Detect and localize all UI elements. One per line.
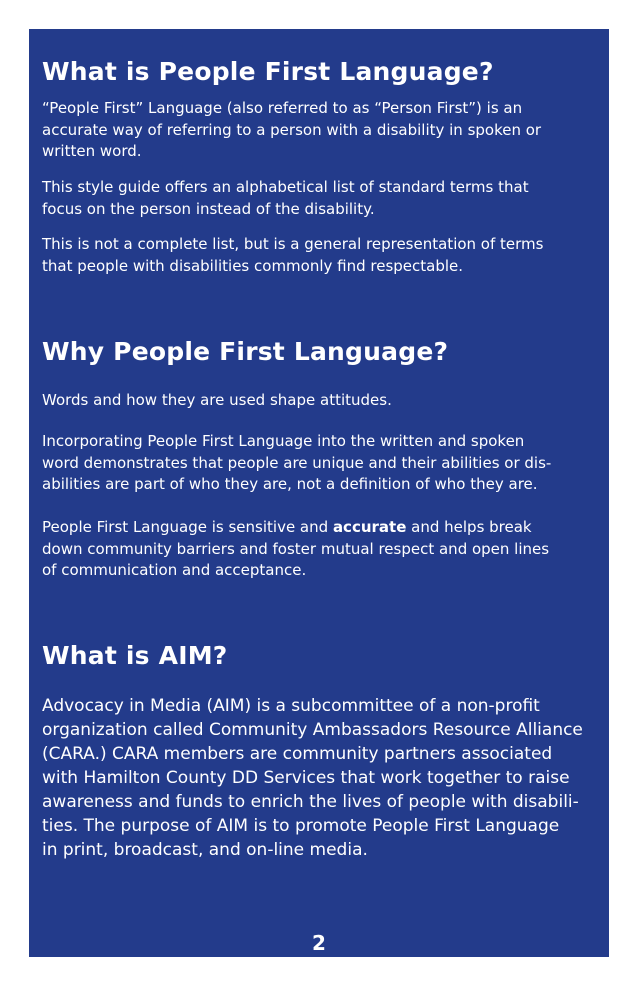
section2-paragraph-1: Words and how they are used shape attitudes. — [42, 391, 392, 409]
section-heading-why-pfl: Why People First Language? — [42, 337, 449, 366]
section1-paragraph-1: “People First” Language (also referred to as “Person First”) is an accurate way of referring to a person with a disability in spoken or written word. — [42, 99, 542, 160]
section2-paragraph-3-text-a: People First Language is sensitive and — [42, 518, 333, 536]
section-heading-what-is-aim: What is AIM? — [42, 641, 228, 670]
section3-paragraph-1: Advocacy in Media (AIM) is a subcommittee of a non-profit organization called Community Ambassadors Resource Alliance (CARA.) CARA members are community partners associated with Hamilton County DD Services that work together to raise awareness and funds to enrich the lives of people with disabili- ties. The purpose of AIM is to promote People First Language in print, broadcast, and on-line media. — [42, 696, 583, 860]
content-panel — [29, 29, 609, 957]
section1-paragraph-2: This style guide offers an alphabetical list of standard terms that focus on the person instead of the disability. — [42, 178, 529, 218]
section1-paragraph-3: This is not a complete list, but is a general representation of terms that people with disabilities commonly find respectable. — [42, 235, 544, 275]
page-number: 2 — [312, 931, 326, 955]
section2-paragraph-3-text-b: and helps break down community barriers and foster mutual respect and open lines of communication and acceptance. — [42, 518, 550, 579]
emphasis-accurate: accurate — [332, 518, 407, 536]
section-heading-what-is-pfl: What is People First Language? — [42, 57, 494, 86]
section2-paragraph-2: Incorporating People First Language into the written and spoken word demonstrates that people are unique and their abilities or dis- abilities are part of who they are, not a definition of who they are. — [42, 432, 552, 493]
section2-paragraph-3 — [42, 517, 549, 582]
